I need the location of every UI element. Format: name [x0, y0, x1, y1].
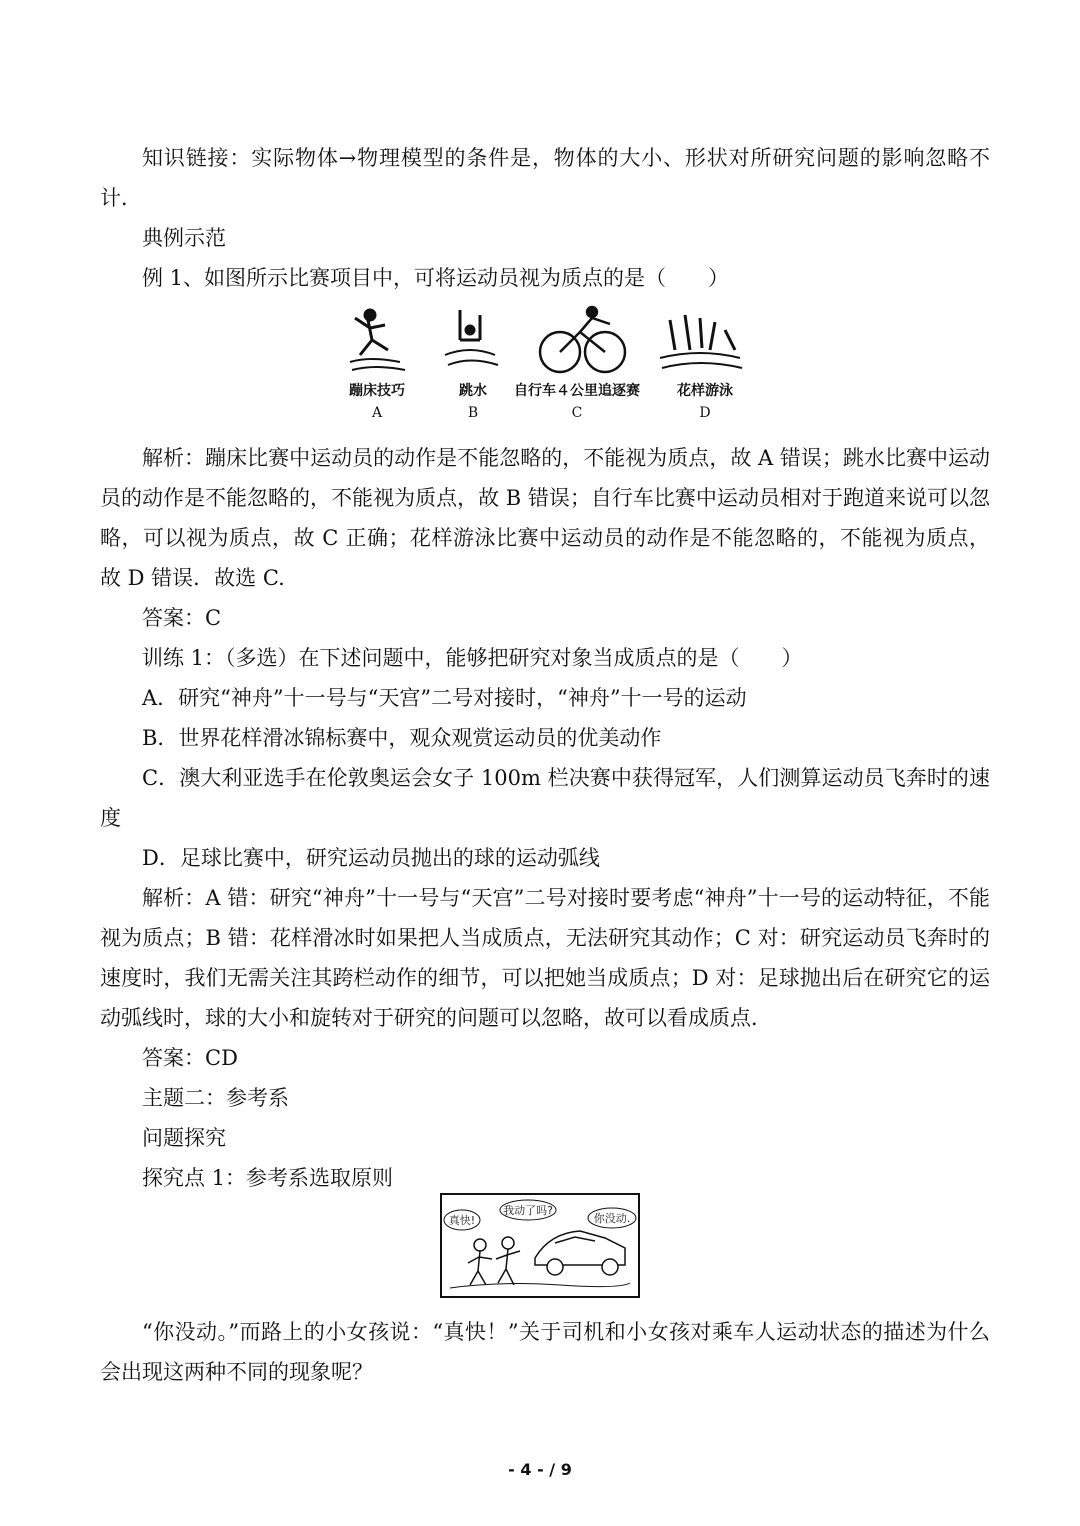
training1-answer: 答案：CD: [142, 1046, 238, 1070]
diving-figure: [445, 310, 498, 365]
figure-label-b: 跳水: [459, 383, 487, 399]
example1-analysis: 解析：蹦床比赛中运动员的动作是不能忽略的，不能视为质点，故 A 错误；跳水比赛中运动员的动作是不能忽略的，不能视为质点，故 B 错误；自行车比赛中运动员相对于跑道来说可以忽略，可以视为质点，故 C 正确；花样游泳比赛中运动员的动作是不能忽略的，不能视为质点，故 D 错误．故选 C.: [100, 446, 990, 590]
training1-analysis: 解析：A 错：研究“神舟”十一号与“天宫”二号对接时要考虑“神舟”十一号的运动特征，不能视为质点；B 错：花样滑冰时如果把人当成质点，无法研究其动作；C 对：研究运动员飞奔时的速度时，我们无需关注其跨栏动作的细节，可以把她当成质点；D 对：足球抛出后在研究它的运动弧线时，球的大小和旋转对于研究的问题可以忽略，故可以看成质点．: [100, 886, 990, 1030]
knowledge-link: 知识链接：实际物体→物理模型的条件是，物体的大小、形状对所研究问题的影响忽略不计．: [100, 146, 990, 210]
sports-figure: [330, 300, 750, 380]
example1-answer: 答案：C: [142, 606, 222, 630]
problem-inquiry-heading: 问题探究: [142, 1126, 226, 1150]
training1-option-b: B．世界花样滑冰锦标赛中，观众观赏运动员的优美动作: [142, 726, 662, 750]
figure-letter-a: A: [371, 405, 383, 421]
figure-label-a: 蹦床技巧: [349, 383, 405, 399]
figure-label-d: 花样游泳: [677, 383, 733, 399]
figure-label-c: 自行车４公里追逐赛: [514, 383, 640, 399]
cycling-figure: [540, 307, 625, 372]
training1-option-d: D．足球比赛中，研究运动员抛出的球的运动弧线: [142, 846, 600, 870]
trampoline-figure: [350, 310, 405, 370]
topic2-heading: 主题二：参考系: [142, 1086, 289, 1110]
example1-question: 例 1、如图所示比赛项目中，可将运动员视为质点的是（ ）: [142, 266, 730, 290]
figure-letter-b: B: [467, 405, 479, 421]
bubble-left-text: 真快!: [448, 1214, 476, 1227]
car-cartoon: [440, 1193, 640, 1298]
typical-examples-heading: 典例示范: [142, 226, 226, 250]
synchronized-swimming-figure: [660, 315, 742, 368]
bubble-right-text: 你没动.: [593, 1212, 631, 1225]
bubble-middle-text: 我动了吗?: [503, 1204, 553, 1217]
figure-letter-d: D: [699, 405, 711, 421]
figure-labels: [330, 380, 750, 400]
figure-letters: [330, 405, 750, 425]
inquiry-point1-heading: 探究点 1：参考系选取原则: [142, 1166, 394, 1190]
training1-question: 训练 1：（多选）在下述问题中，能够把研究对象当成质点的是（ ）: [142, 646, 803, 670]
page-number: - 4 - / 9: [508, 1460, 572, 1479]
training1-option-a: A．研究“神舟”十一号与“天宫”二号对接时，“神舟”十一号的运动: [142, 686, 747, 710]
training1-option-c: C．澳大利亚选手在伦敦奥运会女子 100m 栏决赛中获得冠军，人们测算运动员飞奔时的速度: [100, 766, 990, 830]
figure-letter-c: C: [571, 405, 583, 421]
closing-text: “你没动。”而路上的小女孩说：“真快！”关于司机和小女孩对乘车人运动状态的描述为什么会出现这两种不同的现象呢？: [100, 1320, 990, 1384]
